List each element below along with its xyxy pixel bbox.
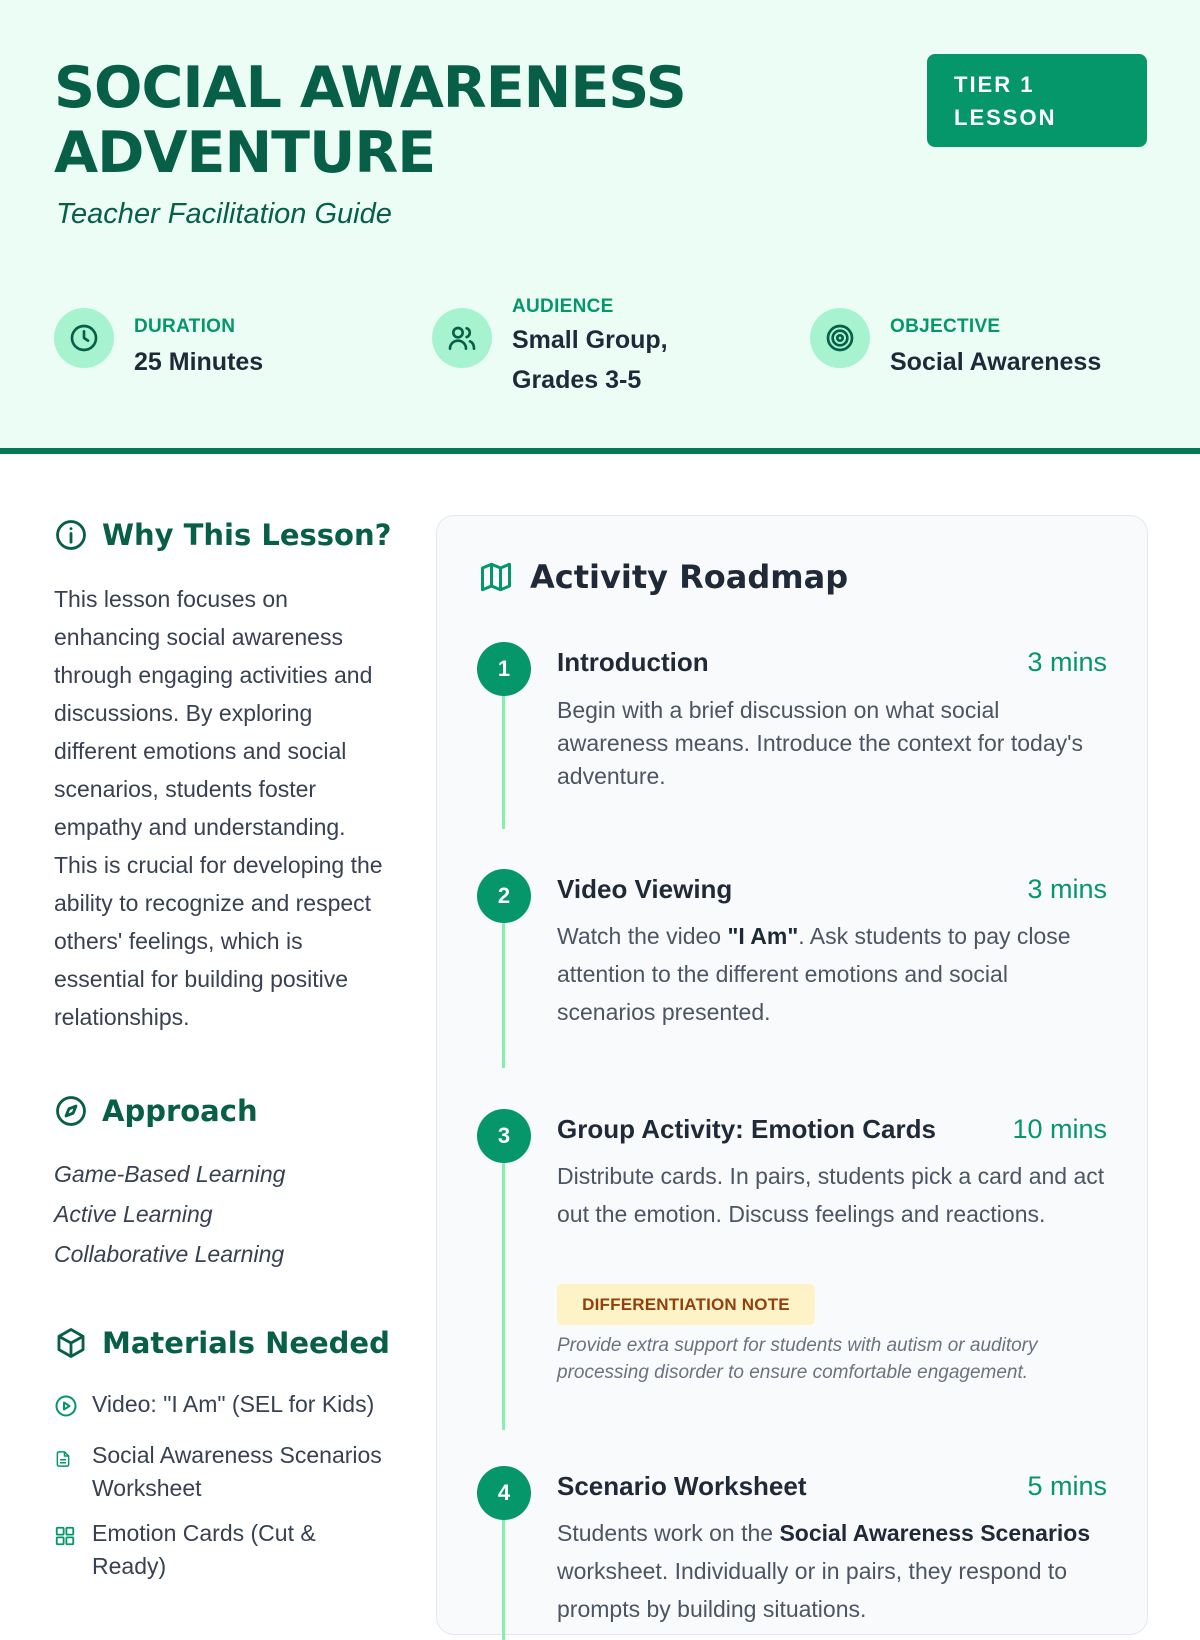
page-title bbox=[54, 56, 854, 186]
materials-heading bbox=[54, 1326, 390, 1360]
approach-heading-text: Approach bbox=[102, 1094, 258, 1128]
play-circle-icon bbox=[54, 1394, 82, 1427]
differentiation-note-text: Provide extra support for students with autism or auditory processing disorder to ensure comfortable engagement. bbox=[557, 1335, 1038, 1383]
step-title: Video Viewing bbox=[557, 874, 733, 904]
step-title: Scenario Worksheet bbox=[557, 1471, 807, 1501]
step-number: 4 bbox=[477, 1466, 531, 1520]
roadmap-step bbox=[477, 1466, 1107, 1622]
why-heading-text: Why This Lesson? bbox=[102, 518, 392, 552]
material-text: Emotion Cards (Cut & Ready) bbox=[92, 1520, 316, 1579]
meta-value: Social Awareness bbox=[890, 348, 1102, 376]
step-duration: 3 mins bbox=[1027, 874, 1107, 904]
desc-bold: "I Am" bbox=[727, 923, 799, 949]
approach-item: Collaborative Learning bbox=[54, 1241, 285, 1267]
step-description bbox=[557, 1514, 1107, 1628]
tier-badge-line-2: LESSON bbox=[954, 105, 1057, 130]
meta-label: OBJECTIVE bbox=[890, 316, 1001, 337]
title-line-1: SOCIAL AWARENESS bbox=[54, 55, 686, 121]
meta-objective bbox=[810, 290, 1150, 410]
material-item bbox=[54, 1388, 394, 1427]
step-number: 1 bbox=[477, 642, 531, 696]
material-item bbox=[54, 1439, 394, 1505]
clock-icon bbox=[54, 308, 114, 368]
step-connector bbox=[502, 696, 505, 829]
step-description: Distribute cards. In pairs, students pick a card and act out the emotion. Discuss feelings and reactions. bbox=[557, 1163, 1105, 1227]
roadmap-step bbox=[477, 869, 1107, 1089]
desc-bold: Social Awareness Scenarios bbox=[779, 1520, 1091, 1546]
material-text: Video: "I Am" (SEL for Kids) bbox=[92, 1391, 375, 1417]
box-icon bbox=[54, 1326, 88, 1360]
target-icon bbox=[810, 308, 870, 368]
meta-value: 25 Minutes bbox=[134, 348, 264, 376]
roadmap-step bbox=[477, 1109, 1107, 1429]
desc-text: Students work on the bbox=[557, 1520, 780, 1546]
roadmap-step bbox=[477, 642, 1107, 842]
step-connector bbox=[502, 1520, 505, 1640]
meta-value bbox=[512, 320, 668, 400]
approach-heading bbox=[54, 1094, 258, 1128]
step-title: Group Activity: Emotion Cards bbox=[557, 1114, 936, 1144]
step-description bbox=[557, 917, 1107, 1031]
map-icon bbox=[478, 559, 514, 595]
meta-value-line-1: Small Group, bbox=[512, 326, 668, 354]
users-icon bbox=[432, 308, 492, 368]
meta-label: AUDIENCE bbox=[512, 296, 614, 317]
info-icon bbox=[54, 518, 88, 552]
desc-text: . Ask students to pay close attention to the different emotions and social scenarios presented. bbox=[557, 923, 1071, 1025]
grid-icon bbox=[54, 1523, 82, 1556]
desc-text: Watch the video bbox=[557, 923, 728, 949]
tier-badge bbox=[927, 54, 1147, 147]
header-banner bbox=[0, 0, 1200, 454]
tier-badge-line-1: TIER 1 bbox=[954, 72, 1035, 97]
approach-item: Game-Based Learning bbox=[54, 1161, 286, 1187]
meta-value-line-2: Grades 3-5 bbox=[512, 366, 642, 394]
why-heading bbox=[54, 518, 391, 552]
meta-duration bbox=[54, 290, 354, 410]
materials-list bbox=[54, 1388, 394, 1595]
material-item bbox=[54, 1517, 394, 1583]
step-connector bbox=[502, 1163, 505, 1430]
meta-label: DURATION bbox=[134, 316, 236, 337]
step-connector bbox=[502, 923, 505, 1068]
document-icon bbox=[54, 1445, 82, 1478]
step-title: Introduction bbox=[557, 647, 709, 677]
page-subtitle: Teacher Facilitation Guide bbox=[56, 198, 392, 230]
title-line-2: ADVENTURE bbox=[54, 120, 436, 186]
step-number: 3 bbox=[477, 1109, 531, 1163]
step-duration: 10 mins bbox=[1012, 1114, 1107, 1144]
step-description: Begin with a brief discussion on what social awareness means. Introduce the context for today's adventure. bbox=[557, 697, 1084, 789]
step-duration: 3 mins bbox=[1027, 647, 1107, 677]
roadmap-heading-text: Activity Roadmap bbox=[530, 558, 849, 596]
desc-text: worksheet. Individually or in pairs, they respond to prompts by building situations. bbox=[557, 1558, 1068, 1622]
step-duration: 5 mins bbox=[1027, 1471, 1107, 1501]
roadmap-heading bbox=[478, 558, 848, 596]
meta-audience bbox=[432, 290, 752, 410]
why-paragraph: This lesson focuses on enhancing social awareness through engaging activities and discussions. By exploring different emotions and social scenarios, students foster empathy and understanding. This is crucial for developing the ability to recognize and respect others' feelings, which is essential for building positive relationships. bbox=[54, 586, 383, 1030]
compass-icon bbox=[54, 1094, 88, 1128]
material-text: Social Awareness Scenarios Worksheet bbox=[92, 1442, 382, 1501]
approach-item: Active Learning bbox=[54, 1201, 213, 1227]
approach-list bbox=[54, 1154, 285, 1274]
differentiation-note-badge: DIFFERENTIATION NOTE bbox=[557, 1284, 815, 1325]
materials-heading-text: Materials Needed bbox=[102, 1326, 390, 1360]
step-number: 2 bbox=[477, 869, 531, 923]
